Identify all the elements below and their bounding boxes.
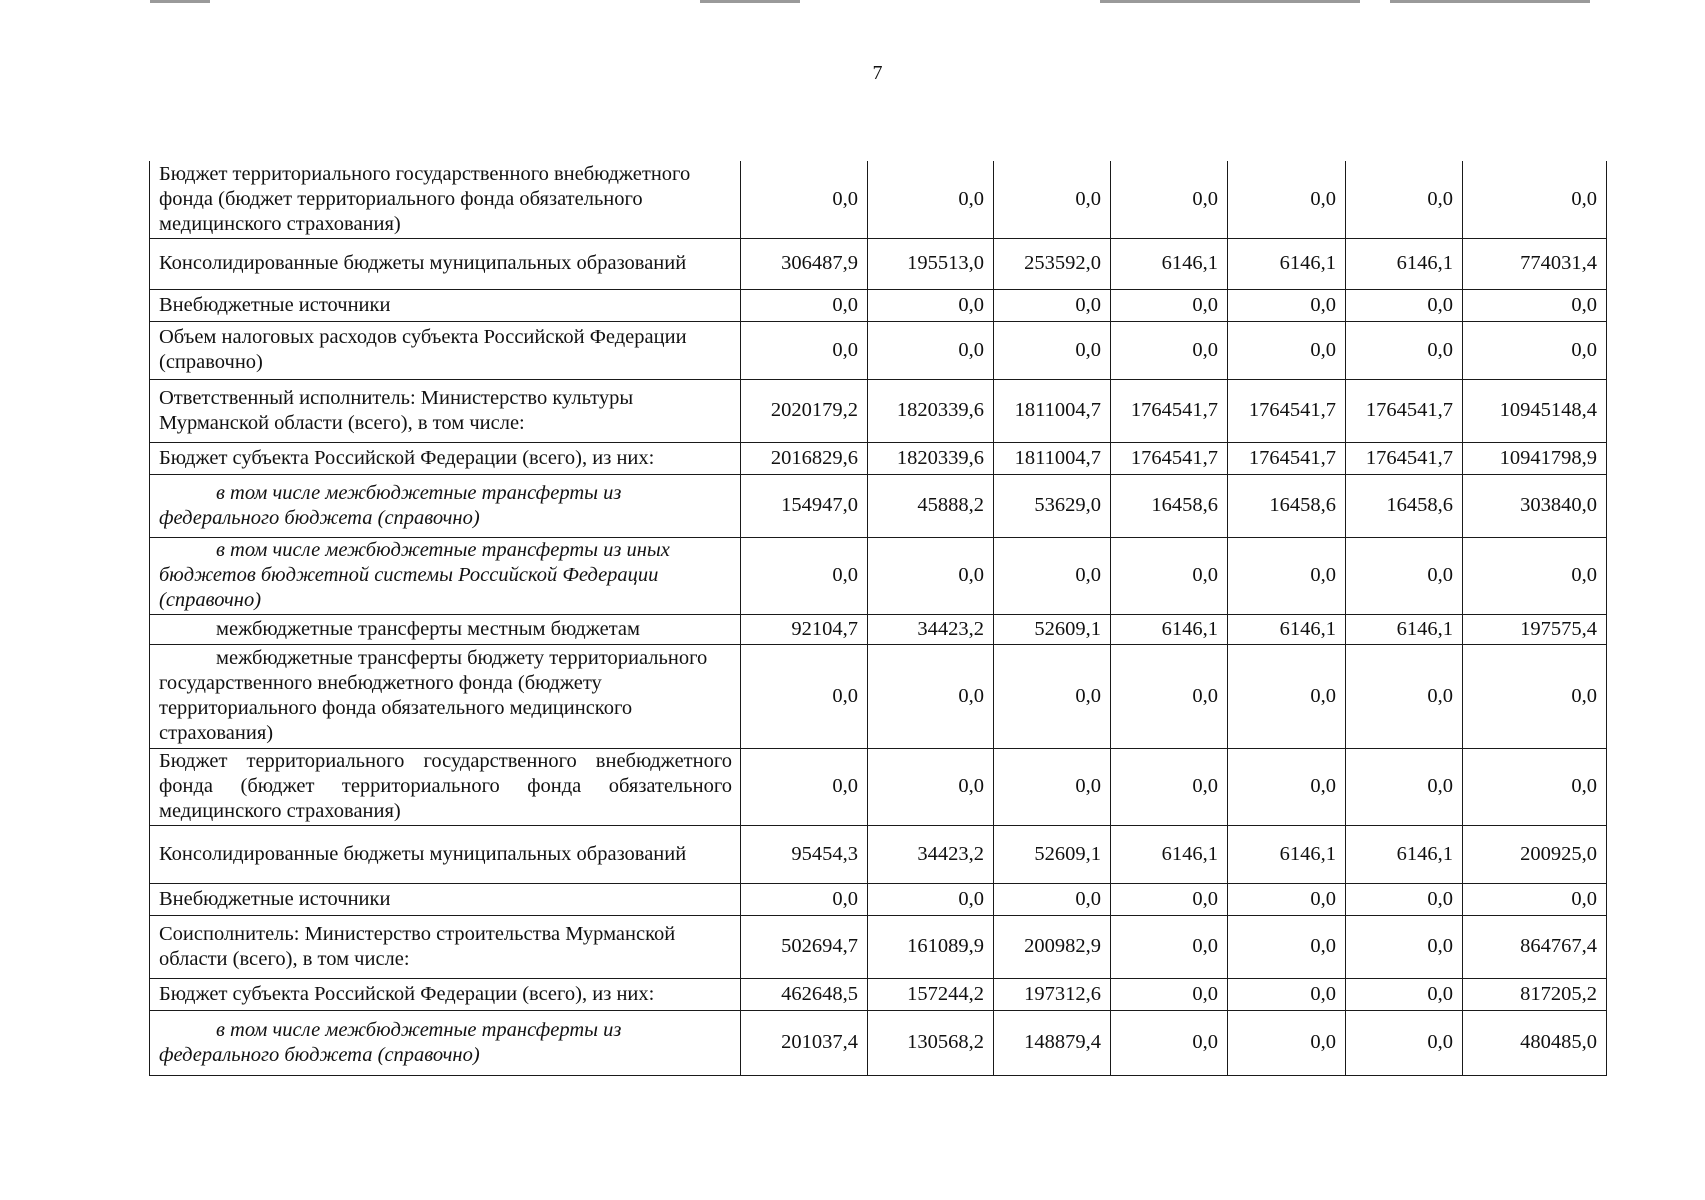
row-label-text: Внебюджетные источники [159, 293, 391, 316]
value-cell: 16458,6 [1111, 474, 1228, 537]
value-cell: 0,0 [868, 321, 994, 379]
value-cell: 34423,2 [868, 825, 994, 883]
value-cell: 0,0 [1463, 321, 1607, 379]
value-cell: 0,0 [1346, 644, 1463, 748]
value-cell: 1811004,7 [994, 379, 1111, 442]
table-row [150, 915, 1607, 978]
value-cell: 1764541,7 [1346, 442, 1463, 474]
scan-edge-marks [0, 0, 1705, 6]
row-label-text: Бюджет субъекта Российской Федерации (всего), из них: [159, 446, 655, 469]
value-cell: 0,0 [1228, 644, 1346, 748]
value-cell: 0,0 [868, 748, 994, 825]
table-row [150, 537, 1607, 614]
value-cell: 157244,2 [868, 978, 994, 1010]
budget-table [149, 161, 1607, 1076]
value-cell: 0,0 [1346, 289, 1463, 321]
value-cell: 0,0 [741, 321, 868, 379]
row-label-text: Внебюджетные источники [159, 887, 391, 910]
table-row [150, 883, 1607, 915]
value-cell: 0,0 [994, 644, 1111, 748]
value-cell: 303840,0 [1463, 474, 1607, 537]
value-cell: 52609,1 [994, 825, 1111, 883]
value-cell: 0,0 [1111, 915, 1228, 978]
value-cell: 6146,1 [1346, 614, 1463, 644]
value-cell: 0,0 [994, 161, 1111, 238]
value-cell: 0,0 [994, 537, 1111, 614]
value-cell: 0,0 [1228, 289, 1346, 321]
value-cell: 0,0 [1111, 289, 1228, 321]
row-label [150, 537, 741, 614]
table-row [150, 321, 1607, 379]
row-label [150, 321, 741, 379]
row-label-text: Бюджет территориального государственного внебюджетного фонда (бюджет территориального фонда обязательного медицинского страхования) [159, 750, 732, 822]
table-row [150, 238, 1607, 289]
value-cell: 502694,7 [741, 915, 868, 978]
table-row [150, 748, 1607, 825]
value-cell: 130568,2 [868, 1010, 994, 1075]
value-cell: 0,0 [1346, 321, 1463, 379]
row-label [150, 614, 741, 644]
value-cell: 0,0 [1346, 915, 1463, 978]
value-cell: 0,0 [1463, 883, 1607, 915]
value-cell: 1764541,7 [1111, 379, 1228, 442]
value-cell: 6146,1 [1228, 238, 1346, 289]
row-label [150, 748, 741, 825]
value-cell: 0,0 [1463, 748, 1607, 825]
value-cell: 253592,0 [994, 238, 1111, 289]
value-cell: 774031,4 [1463, 238, 1607, 289]
value-cell: 1764541,7 [1111, 442, 1228, 474]
value-cell: 0,0 [741, 537, 868, 614]
value-cell: 0,0 [741, 748, 868, 825]
value-cell: 0,0 [1111, 1010, 1228, 1075]
value-cell: 0,0 [1228, 321, 1346, 379]
value-cell: 1820339,6 [868, 379, 994, 442]
value-cell: 0,0 [1463, 289, 1607, 321]
value-cell: 6146,1 [1228, 825, 1346, 883]
value-cell: 0,0 [1346, 537, 1463, 614]
table-row [150, 978, 1607, 1010]
table-row [150, 289, 1607, 321]
value-cell: 864767,4 [1463, 915, 1607, 978]
value-cell: 0,0 [1111, 161, 1228, 238]
row-label-text: в том числе межбюджетные трансферты из федерального бюджета (справочно) [159, 1018, 622, 1066]
value-cell: 154947,0 [741, 474, 868, 537]
row-label [150, 1010, 741, 1075]
value-cell: 197575,4 [1463, 614, 1607, 644]
value-cell: 197312,6 [994, 978, 1111, 1010]
row-label [150, 161, 741, 238]
row-label [150, 644, 741, 748]
value-cell: 16458,6 [1346, 474, 1463, 537]
row-label-text: Бюджет территориального государственного внебюджетного фонда (бюджет территориального фонда обязательного медицинского страхования) [159, 162, 691, 235]
table-row [150, 161, 1607, 238]
row-label-text: Соисполнитель: Министерство строительства Мурманской области (всего), в том числе: [159, 922, 676, 970]
value-cell: 0,0 [741, 161, 868, 238]
row-label [150, 289, 741, 321]
table-row [150, 1010, 1607, 1075]
value-cell: 0,0 [1346, 748, 1463, 825]
value-cell: 6146,1 [1111, 614, 1228, 644]
value-cell: 1764541,7 [1228, 442, 1346, 474]
value-cell: 10945148,4 [1463, 379, 1607, 442]
row-label-text: Объем налоговых расходов субъекта Российской Федерации (справочно) [159, 326, 687, 373]
value-cell: 1811004,7 [994, 442, 1111, 474]
value-cell: 0,0 [1228, 748, 1346, 825]
table-row [150, 644, 1607, 748]
value-cell: 0,0 [1228, 1010, 1346, 1075]
value-cell: 6146,1 [1111, 238, 1228, 289]
value-cell: 161089,9 [868, 915, 994, 978]
value-cell: 2016829,6 [741, 442, 868, 474]
row-label-text: межбюджетные трансферты местным бюджетам [216, 617, 641, 640]
table-row [150, 379, 1607, 442]
value-cell: 0,0 [1463, 161, 1607, 238]
value-cell: 0,0 [994, 289, 1111, 321]
value-cell: 0,0 [1111, 537, 1228, 614]
value-cell: 0,0 [868, 883, 994, 915]
row-label-text: Ответственный исполнитель: Министерство культуры Мурманской области (всего), в том числе: [159, 386, 634, 434]
row-label-text: Бюджет субъекта Российской Федерации (всего), из них: [159, 982, 655, 1005]
value-cell: 16458,6 [1228, 474, 1346, 537]
value-cell: 0,0 [1228, 537, 1346, 614]
value-cell: 480485,0 [1463, 1010, 1607, 1075]
value-cell: 200925,0 [1463, 825, 1607, 883]
value-cell: 6146,1 [1346, 825, 1463, 883]
value-cell: 6146,1 [1346, 238, 1463, 289]
value-cell: 462648,5 [741, 978, 868, 1010]
value-cell: 0,0 [1346, 883, 1463, 915]
value-cell: 1764541,7 [1346, 379, 1463, 442]
value-cell: 0,0 [994, 883, 1111, 915]
value-cell: 6146,1 [1228, 614, 1346, 644]
value-cell: 0,0 [868, 161, 994, 238]
value-cell: 0,0 [868, 289, 994, 321]
value-cell: 53629,0 [994, 474, 1111, 537]
value-cell: 0,0 [1111, 883, 1228, 915]
table-row [150, 474, 1607, 537]
row-label-text: в том числе межбюджетные трансферты из иных бюджетов бюджетной системы Российской Федерации (справочно) [159, 539, 670, 611]
value-cell: 200982,9 [994, 915, 1111, 978]
value-cell: 0,0 [1346, 1010, 1463, 1075]
value-cell: 52609,1 [994, 614, 1111, 644]
row-label-text: Консолидированные бюджеты муниципальных образований [159, 842, 687, 865]
row-label [150, 915, 741, 978]
value-cell: 0,0 [1463, 537, 1607, 614]
value-cell: 0,0 [1111, 978, 1228, 1010]
row-label-text: межбюджетные трансферты бюджету территориального государственного внебюджетного фонда (бюджету территориального фонда обязательного медицинского страхования) [159, 647, 708, 744]
value-cell: 0,0 [868, 644, 994, 748]
value-cell: 0,0 [741, 644, 868, 748]
value-cell: 92104,7 [741, 614, 868, 644]
value-cell: 0,0 [1111, 748, 1228, 825]
value-cell: 6146,1 [1111, 825, 1228, 883]
value-cell: 0,0 [1346, 161, 1463, 238]
row-label [150, 883, 741, 915]
value-cell: 1764541,7 [1228, 379, 1346, 442]
row-label [150, 474, 741, 537]
value-cell: 195513,0 [868, 238, 994, 289]
row-label [150, 825, 741, 883]
value-cell: 0,0 [741, 289, 868, 321]
value-cell: 45888,2 [868, 474, 994, 537]
value-cell: 34423,2 [868, 614, 994, 644]
row-label [150, 379, 741, 442]
value-cell: 0,0 [994, 748, 1111, 825]
value-cell: 0,0 [868, 537, 994, 614]
value-cell: 1820339,6 [868, 442, 994, 474]
value-cell: 148879,4 [994, 1010, 1111, 1075]
value-cell: 0,0 [741, 883, 868, 915]
value-cell: 201037,4 [741, 1010, 868, 1075]
value-cell: 95454,3 [741, 825, 868, 883]
value-cell: 0,0 [1346, 978, 1463, 1010]
value-cell: 2020179,2 [741, 379, 868, 442]
value-cell: 0,0 [1228, 161, 1346, 238]
page-number: 7 [872, 62, 883, 84]
row-label [150, 442, 741, 474]
value-cell: 817205,2 [1463, 978, 1607, 1010]
value-cell: 0,0 [1228, 978, 1346, 1010]
value-cell: 0,0 [1111, 321, 1228, 379]
row-label [150, 978, 741, 1010]
value-cell: 0,0 [1463, 644, 1607, 748]
row-label-text: в том числе межбюджетные трансферты из федерального бюджета (справочно) [159, 481, 622, 529]
value-cell: 10941798,9 [1463, 442, 1607, 474]
value-cell: 0,0 [1228, 915, 1346, 978]
row-label [150, 238, 741, 289]
value-cell: 306487,9 [741, 238, 868, 289]
budget-table-body [150, 161, 1607, 1075]
table-row [150, 614, 1607, 644]
table-row [150, 825, 1607, 883]
value-cell: 0,0 [994, 321, 1111, 379]
value-cell: 0,0 [1111, 644, 1228, 748]
value-cell: 0,0 [1228, 883, 1346, 915]
row-label-text: Консолидированные бюджеты муниципальных образований [159, 252, 687, 274]
table-row [150, 442, 1607, 474]
